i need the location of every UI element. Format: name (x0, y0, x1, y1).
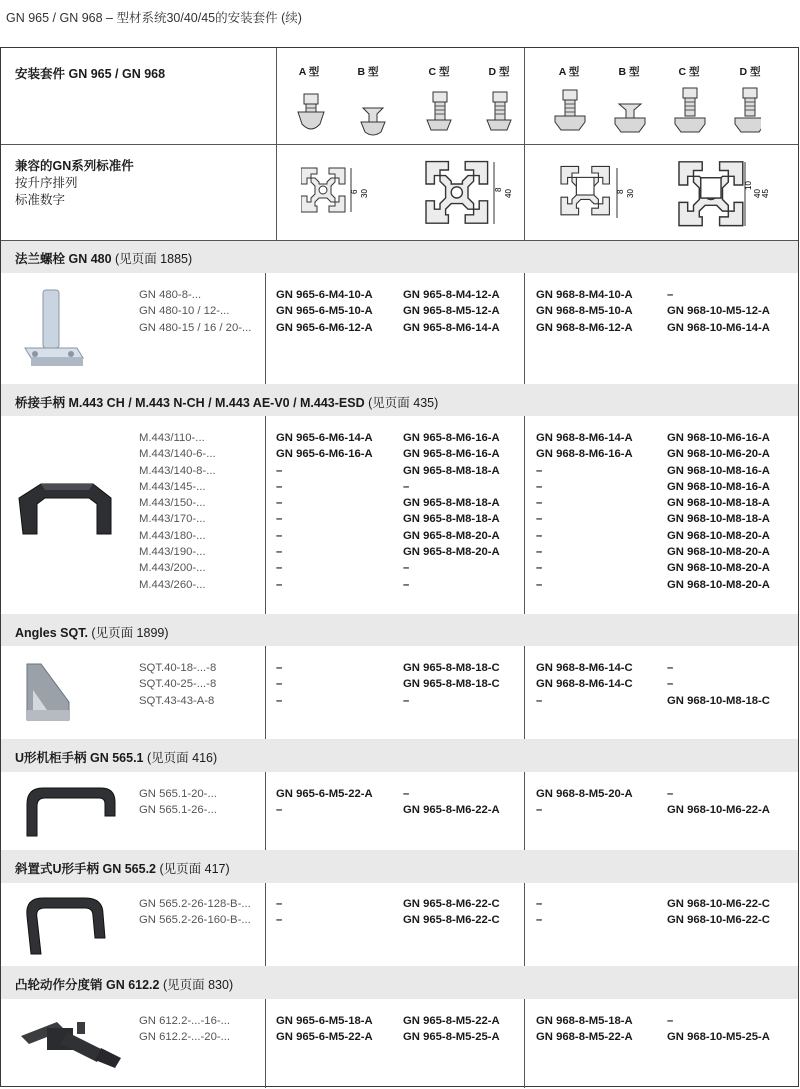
code-column-968-8: GN 968-8-M5-20-A – (536, 788, 633, 817)
code-column-965-6: GN 965-6-M6-14-A GN 965-6-M6-16-A – – – – – – – – (276, 432, 373, 591)
bridge-handle-image (15, 478, 115, 538)
code-column-968-10: – GN 968-10-M5-25-A (667, 1015, 770, 1044)
section-title: 凸轮动作分度销 GN 612.2 (15, 978, 160, 992)
section-header-inclined-u-handle (1, 850, 798, 883)
flange-bolt-image (19, 288, 89, 373)
section-divider (265, 273, 266, 384)
code-column-965-6: – – – (276, 662, 283, 707)
dim-8-b: 30 (626, 189, 635, 198)
code-column-968-8: GN 968-8-M6-14-C GN 968-8-M6-14-C – (536, 662, 633, 707)
compat-line-1: 兼容的GN系列标准件 (15, 159, 134, 173)
code-column-965-8: GN 965-8-M8-18-C GN 965-8-M8-18-C – (403, 662, 500, 707)
dim-45-c: 45 (761, 189, 770, 198)
type-d-label: D 型 (488, 66, 510, 78)
code-column-965-8: GN 965-8-M6-22-C GN 965-8-M6-22-C (403, 898, 500, 927)
code-column-965-6: GN 965-6-M4-10-A GN 965-6-M5-10-A GN 965-6-M6-12-A (276, 289, 373, 334)
code-column-965-8: GN 965-8-M5-22-A GN 965-8-M5-25-A (403, 1015, 500, 1044)
compatibility-table (0, 47, 799, 1087)
type-b-label: B 型 (357, 66, 379, 78)
section-divider (524, 273, 525, 384)
standard-item: GN 480-8-... (139, 289, 202, 301)
profile-30-slot8-icon (561, 166, 609, 214)
code-column-965-6: GN 965-6-M5-18-A GN 965-6-M5-22-A (276, 1015, 373, 1044)
section-header-angles (1, 614, 798, 646)
type-d-screw-icon (487, 92, 511, 130)
type-c-label: C 型 (428, 66, 450, 78)
section-page-ref: (见页面 416) (143, 751, 218, 765)
type-a-label: A 型 (298, 66, 320, 78)
section-page-ref: (见页面 1899) (87, 626, 169, 640)
fastener-illustrations (291, 82, 761, 137)
code-column-965-8: – GN 965-8-M6-22-A (403, 788, 500, 817)
profile-30-icon (301, 168, 345, 212)
standards-list-inclined-u-handle: GN 565.2-26-128-B-... GN 565.2-26-160-B-... (139, 898, 251, 927)
dim-40-b: 40 (504, 189, 513, 198)
compat-line-3: 标准数字 (15, 193, 66, 207)
code-column-968-10: – GN 968-10-M6-22-A (667, 788, 770, 817)
section-title: 桥接手柄 M.443 CH / M.443 N-CH / M.443 AE-V0 / M.443-ESD (15, 396, 365, 410)
type-d-label-2: D 型 (739, 66, 761, 78)
cam-indexing-plunger-image (17, 1010, 127, 1072)
standard-item: GN 480-15 / 16 / 20-... (139, 321, 252, 334)
standards-list-flange-bolt (139, 287, 251, 336)
dim-40-a: 8 (494, 187, 503, 192)
code-column-968-8: GN 968-8-M5-18-A GN 968-8-M5-22-A (536, 1015, 633, 1044)
type-b-screw-icon-2 (615, 104, 645, 132)
section-title: U形机柜手柄 GN 565.1 (15, 751, 144, 765)
code-column-968-10: GN 968-10-M6-16-A GN 968-10-M6-20-A GN 968-10-M8-16-A GN 968-10-M8-16-A GN 968-10-M8-18-A GN 968-10-M8-18-A GN 968-10-M8-20-A GN 968-10-M8-20-A GN 968-10-M8-20-A GN 968-10-M8-20-A (667, 432, 770, 591)
code-column-968-10: GN 968-10-M6-22-C GN 968-10-M6-22-C (667, 898, 770, 927)
section-header-bridge-handle (1, 384, 798, 416)
code-column-968-8: GN 968-8-M6-14-A GN 968-8-M6-16-A – – – – – – – – (536, 432, 633, 591)
type-c-label-2: C 型 (678, 66, 700, 78)
angle-bracket-image (23, 662, 73, 724)
type-b-screw-icon (361, 108, 385, 135)
type-d-screw-icon-2 (735, 88, 761, 132)
inclined-u-handle-image (21, 890, 111, 958)
compat-line-2: 按升序排列 (15, 176, 78, 190)
type-a-screw-icon-2 (555, 90, 585, 130)
type-c-screw-icon (427, 92, 451, 130)
header-row-divider (1, 144, 798, 145)
standards-list-cam-plunger: GN 612.2-...-16-... GN 612.2-...-20-... (139, 1015, 231, 1044)
code-column-968-10: – GN 968-10-M5-12-A GN 968-10-M6-14-A (667, 289, 770, 334)
profile-40-icon (426, 162, 488, 224)
section-header-flange-bolt (1, 240, 798, 273)
type-c-screw-icon-2 (675, 88, 705, 132)
standard-item: GN 480-10 / 12-... (139, 305, 230, 318)
standards-list-u-handle: GN 565.1-20-... GN 565.1-26-... (139, 788, 217, 817)
page-title: GN 965 / GN 968 – 型材系统30/40/45的安装套件 (续) (6, 11, 302, 25)
code-column-968-8: – – (536, 898, 543, 927)
section-title: Angles SQT. (15, 626, 88, 640)
code-column-965-6: – – (276, 898, 283, 927)
standards-list-angles: SQT.40-18-...-8 SQT.40-25-...-8 SQT.43-43-A-8 (139, 662, 217, 707)
code-column-965-6: GN 965-6-M5-22-A – (276, 788, 373, 817)
code-column-968-8: GN 968-8-M4-10-A GN 968-8-M5-10-A GN 968-8-M6-12-A (536, 289, 633, 334)
dim-45-b: 40 (753, 189, 762, 198)
standards-list-bridge-handle: M.443/110-... M.443/140-6-... M.443/140-8-... M.443/145-... M.443/150-... M.443/170-... M.443/180-... M.443/190-... M.443/200-... M.443/260-... (139, 432, 216, 591)
profile-cross-sections (301, 156, 771, 236)
profile-45-icon (679, 162, 743, 226)
type-b-label-2: B 型 (618, 66, 640, 78)
section-page-ref: (见页面 1885) (111, 252, 193, 266)
code-column-968-10: – – GN 968-10-M8-18-C (667, 662, 770, 707)
section-title: 斜置式U形手柄 GN 565.2 (15, 862, 157, 876)
dim-30-a: 6 (350, 189, 359, 194)
type-a-label-2: A 型 (558, 66, 580, 78)
section-header-cam-plunger (1, 966, 798, 999)
section-page-ref: (见页面 417) (156, 862, 230, 876)
dim-8-a: 8 (616, 189, 625, 194)
kit-label: 安装套件 GN 965 / GN 968 (15, 67, 166, 81)
code-column-965-8: GN 965-8-M6-16-A GN 965-8-M6-16-A GN 965-8-M8-18-A – GN 965-8-M8-18-A GN 965-8-M8-18-A GN 965-8-M8-20-A GN 965-8-M8-20-A – – (403, 432, 500, 591)
dim-30-b: 30 (360, 189, 369, 198)
section-title: 法兰螺栓 GN 480 (15, 252, 112, 266)
u-handle-image (21, 780, 121, 842)
dim-45-a: 10 (744, 181, 753, 190)
section-page-ref: (见页面 435) (364, 396, 439, 410)
type-a-screw-icon (298, 94, 324, 129)
compat-label (15, 158, 134, 209)
section-page-ref: (见页面 830) (159, 978, 234, 992)
code-column-965-8: GN 965-8-M4-12-A GN 965-8-M5-12-A GN 965-8-M6-14-A (403, 289, 500, 334)
section-header-u-handle (1, 739, 798, 772)
